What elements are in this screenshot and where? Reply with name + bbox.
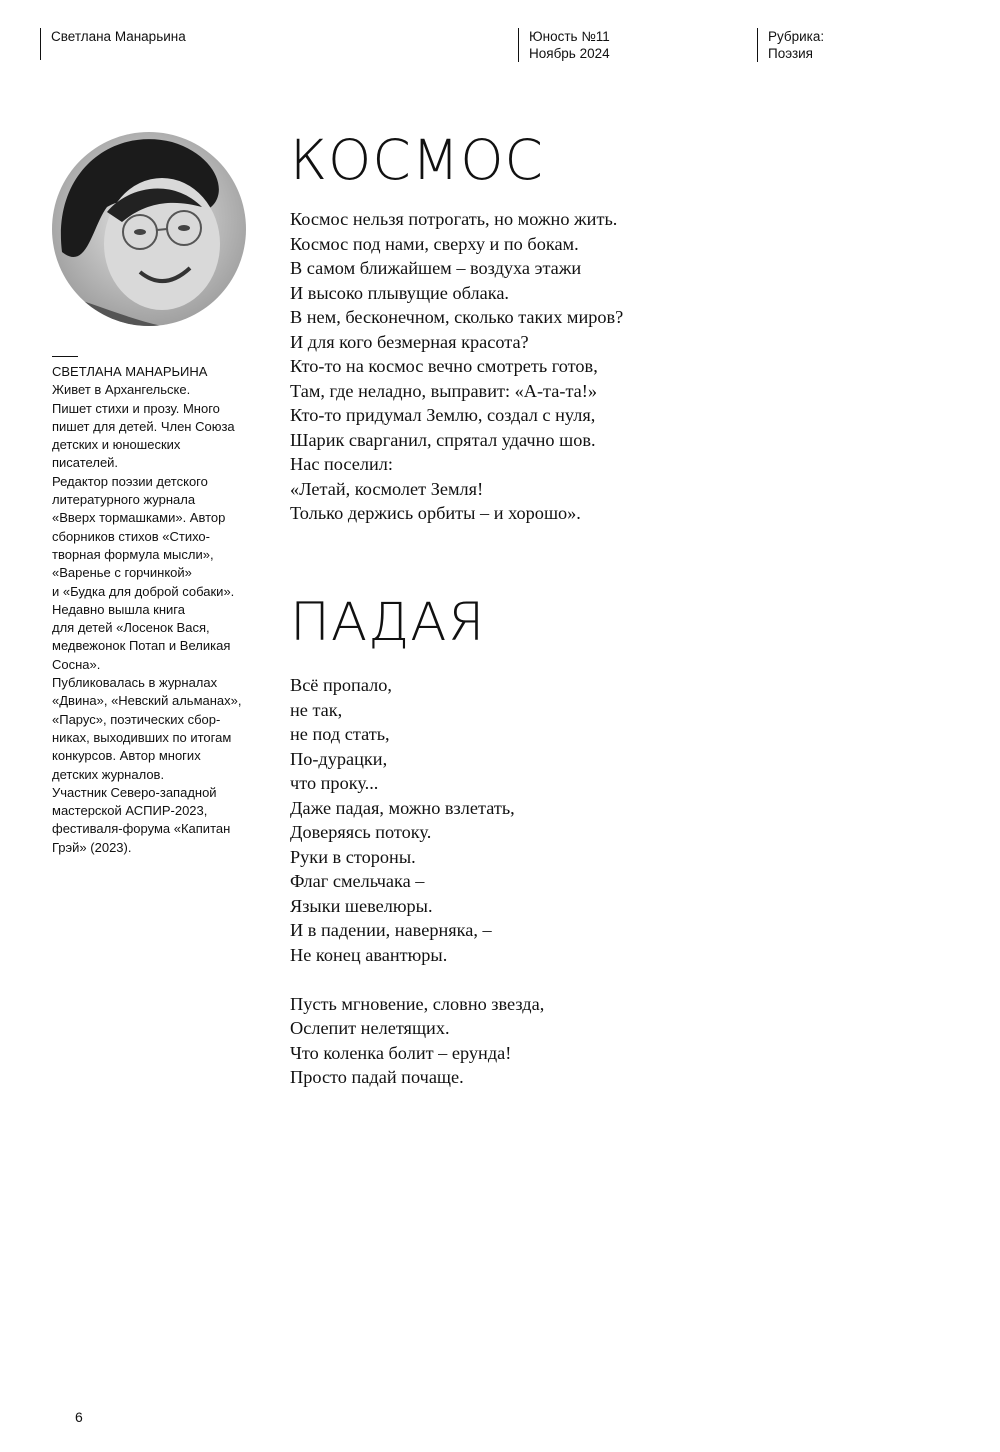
verse-line: Космос под нами, сверху и по бокам. — [290, 233, 579, 254]
verse-line: что проку... — [290, 773, 379, 793]
bio-author-name: СВЕТЛАНА МАНАРЬИНА — [52, 364, 208, 379]
bio-line: Живет в Архангельске. — [52, 382, 191, 398]
header-issue-date: Ноябрь 2024 — [529, 46, 610, 61]
bio-line: Грэй» (2023). — [52, 839, 132, 855]
bio-line: «Двина», «Невский альманах», — [52, 693, 242, 709]
verse-line: Языки шевелюры. — [290, 895, 433, 916]
bio-line: Участник Северо-западной — [52, 784, 217, 800]
bio-line: никах, выходивших по итогам — [52, 729, 232, 745]
bio-line: Пишет стихи и прозу. Много — [52, 400, 220, 416]
poem-title-padaya: ПАДАЯ — [290, 592, 486, 653]
verse-line: Там, где неладно, выправит: «А-та-та!» — [290, 380, 598, 401]
bio-line: Редактор поэзии детского — [52, 473, 208, 489]
bio-line: «Вверх тормашками». Автор — [52, 510, 226, 526]
author-bio — [52, 356, 267, 857]
bio-line: Недавно вышла книга — [52, 601, 185, 617]
verse-line: Просто падай почаще. — [290, 1067, 464, 1087]
poem-title-kosmos: КОСМОС — [290, 128, 544, 192]
header-rubric-value: Поэзия — [768, 46, 813, 61]
bio-line: «Парус», поэтических сбор- — [52, 711, 221, 727]
verse-line: В самом ближайшем – воздуха этажи — [290, 258, 582, 278]
verse-line: Нас поселил: — [290, 454, 393, 474]
bio-line: мастерской АСПИР-2023, — [52, 803, 208, 819]
verse-line: Руки в стороны. — [290, 846, 416, 867]
verse-line: не так, — [290, 699, 343, 720]
bio-line: и «Будка для доброй собаки». — [52, 583, 235, 599]
verse-line: По-дурацки, — [290, 748, 388, 769]
verse-line: Кто-то придумал Землю, создал с нуля, — [290, 405, 596, 425]
verse-line: не под стать, — [290, 724, 390, 744]
verse-line: Космос нельзя потрогать, но можно жить. — [290, 209, 618, 229]
bio-line: фестиваля-форума «Капитан — [52, 821, 231, 837]
header-issue — [518, 28, 610, 62]
bio-line: творная формула мысли», — [52, 546, 214, 562]
author-portrait — [52, 132, 246, 326]
bio-text — [52, 381, 267, 857]
page-number: 6 — [75, 1409, 83, 1425]
header-rubric-label: Рубрика: — [768, 29, 825, 44]
bio-line: Сосна». — [52, 656, 101, 672]
bio-line: «Варенье с горчинкой» — [52, 565, 192, 581]
bio-line: писателей. — [52, 455, 119, 471]
poem-kosmos — [290, 207, 623, 526]
bio-line: пишет для детей. Член Союза — [52, 418, 235, 434]
bio-divider — [52, 356, 78, 357]
verse-line: Доверяясь потоку. — [290, 822, 432, 842]
header-rubric — [757, 28, 824, 62]
bio-line: Публиковалась в журналах — [52, 675, 218, 691]
verse-line: Даже падая, можно взлетать, — [290, 797, 515, 818]
verse-line: Только держись орбиты – и хорошо». — [290, 503, 581, 523]
verse-line: Флаг смельчака – — [290, 871, 425, 891]
bio-line: конкурсов. Автор многих — [52, 748, 201, 764]
bio-line: детских журналов. — [52, 766, 165, 782]
verse-line: И для кого безмерная красота? — [290, 331, 529, 352]
bio-line: медвежонок Потап и Великая — [52, 638, 231, 654]
verse-line: Шарик сварганил, спрятал удачно шов. — [290, 429, 596, 450]
verse-line: Не конец авантюры. — [290, 944, 448, 965]
verse-line: Ослепит нелетящих. — [290, 1018, 450, 1038]
bio-line: сборников стихов «Стихо- — [52, 528, 210, 544]
verse-line: Всё пропало, — [290, 675, 392, 695]
bio-line: для детей «Лосенок Вася, — [52, 620, 210, 636]
bio-line: детских и юношеских — [52, 437, 181, 453]
stanza-break — [290, 967, 544, 992]
verse-line: В нем, бесконечном, сколько таких миров? — [290, 307, 624, 327]
author-portrait-image — [52, 132, 246, 326]
verse-line: Что коленка болит – ерунда! — [290, 1042, 512, 1063]
verse-line: «Летай, космолет Земля! — [290, 478, 484, 499]
verse-line: Пусть мгновение, словно звезда, — [290, 993, 545, 1014]
verse-line: И в падении, наверняка, – — [290, 920, 492, 940]
header-author — [40, 28, 186, 60]
poem-padaya — [290, 673, 544, 1090]
header-author-name: Светлана Манарьина — [51, 29, 186, 44]
bio-line: литературного журнала — [52, 492, 196, 508]
verse-line: И высоко плывущие облака. — [290, 282, 509, 303]
verse-line: Кто-то на космос вечно смотреть готов, — [290, 356, 598, 376]
header-issue-number: Юность №11 — [529, 29, 610, 44]
